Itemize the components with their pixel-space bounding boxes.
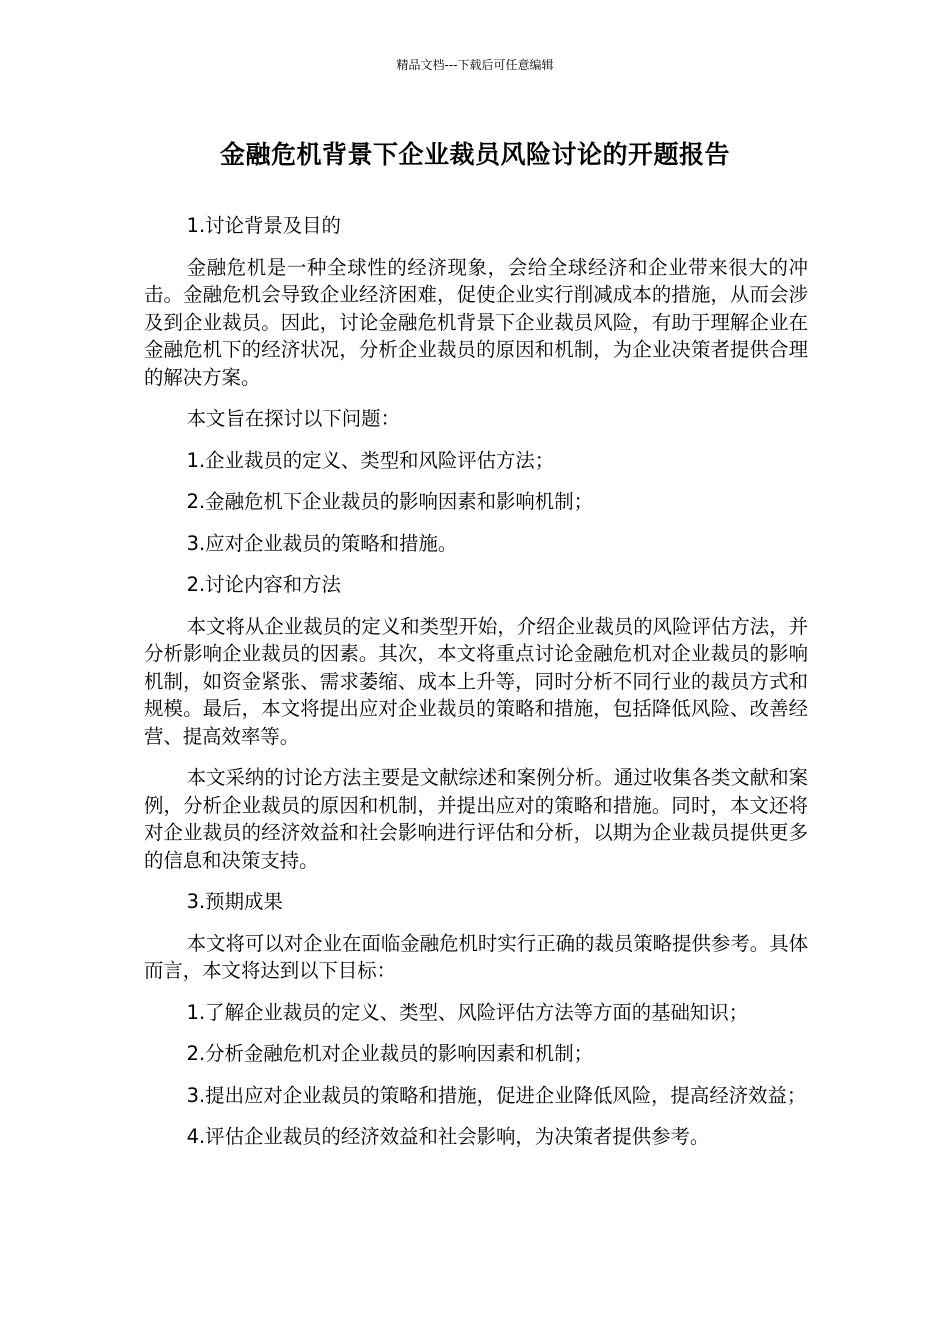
page-header: 精品文档---下载后可任意编辑: [396, 58, 554, 72]
document-title: 金融危机背景下企业裁员风险讨论的开题报告: [219, 140, 730, 169]
paragraph-expected-results: 本文将可以对企业在面临金融危机时实行正确的裁员策略提供参考。具体而言，本文将达到以下目标：: [144, 931, 808, 982]
document-body: [144, 212, 808, 1165]
list-item-question-1: 1.企业裁员的定义、类型和风险评估方法；: [186, 448, 555, 472]
paragraph-methods: 本文采纳的讨论方法主要是文献综述和案例分析。通过收集各类文献和案例，分析企业裁员的原因和机制，并提出应对的策略和措施。同时，本文还将对企业裁员的经济效益和社会影响进行评估和分析，以期为企业裁员提供更多的信息和决策支持。: [144, 766, 808, 872]
section-heading-background: 1.讨论背景及目的: [186, 214, 341, 237]
list-item-goal-4: 4.评估企业裁员的经济效益和社会影响，为决策者提供参考。: [186, 1125, 710, 1148]
list-item-goal-1: 1.了解企业裁员的定义、类型、风险评估方法等方面的基础知识；: [186, 1000, 749, 1024]
list-item-goal-3: 3.提出应对企业裁员的策略和措施，促进企业降低风险，提高经济效益；: [186, 1083, 807, 1107]
section-heading-content-methods: 2.讨论内容和方法: [186, 573, 341, 596]
paragraph-questions-intro: 本文旨在探讨以下问题：: [186, 407, 400, 430]
list-item-question-3: 3.应对企业裁员的策略和措施。: [186, 531, 458, 555]
list-item-goal-2: 2.分析金融危机对企业裁员的影响因素和机制；: [186, 1042, 593, 1065]
paragraph-content: 本文将从企业裁员的定义和类型开始，介绍企业裁员的风险评估方法，并分析影响企业裁员的因素。其次，本文将重点讨论金融危机对企业裁员的影响机制，如资金紧张、需求萎缩、成本上升等，同时分析不同行业的裁员方式和规模。最后，本文将提出应对企业裁员的策略和措施，包括降低风险、改善经营、提高效率等。: [144, 614, 808, 748]
list-item-question-2: 2.金融危机下企业裁员的影响因素和影响机制；: [186, 490, 593, 513]
paragraph-background: 金融危机是一种全球性的经济现象，会给全球经济和企业带来很大的冲击。金融危机会导致企业经济困难，促使企业实行削减成本的措施，从而会涉及到企业裁员。因此，讨论金融危机背景下企业裁员风险，有助于理解企业在金融危机下的经济状况，分析企业裁员的原因和机制，为企业决策者提供合理的解决方案。: [144, 255, 808, 389]
section-heading-expected-results: 3.预期成果: [186, 890, 283, 913]
